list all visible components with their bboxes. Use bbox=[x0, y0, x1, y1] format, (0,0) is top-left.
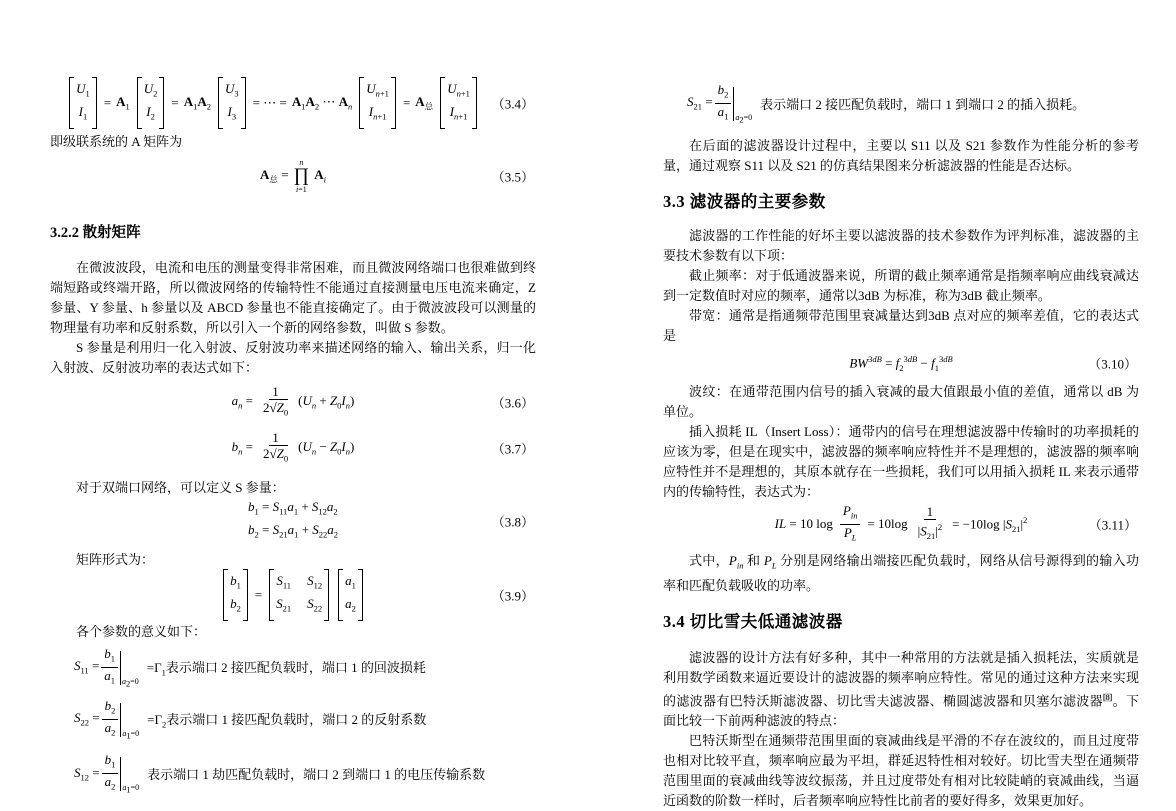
matrix-vector: $U_3$ $I_3$ bbox=[218, 77, 246, 128]
paragraph: 滤波器的设计方法有好多种，其中一种常用的方法就是插入损耗法，实质就是利用数学函数来逼近要设计的滤波器的频率响应特性。常见的通过这种方法来实现的滤波器有巴特沃斯滤波器、切比雪夫滤波器、椭圆滤波器和贝塞尔滤波器[8]。下面比较一下前两种滤波的特点： bbox=[663, 649, 1139, 729]
text-line: 对于双端口网络，可以定义 S 参量： bbox=[76, 480, 285, 495]
equation-3-4: $U_1$ $I_1$ = $A_1$ $U_2$ $I_2$ = $A_1A_2$ $U_3$ $I_3$ = ⋯ = $A_1A_2$ ⋯ $A_n$ $U_{n+1}$ $I_{n+1}$ = $A_总$ $U_{n+1}$ $I_{n+1}$ （3.4） bbox=[50, 78, 536, 128]
paragraph: 在后面的滤波器设计过程中，主要以 S11 以及 S21 参数作为性能分析的参考量，通过观察 S11 以及 S21 的仿真结果图来分析滤波器的性能是否达标。 bbox=[663, 138, 1139, 174]
s11-description: $=\Gamma_1$表示端口 2 接匹配负载时，端口 1 的回波损耗 bbox=[146, 659, 426, 678]
evaluated-at-bar: $a_1=0$ bbox=[120, 755, 139, 791]
equation-number: （3.8） bbox=[491, 514, 534, 530]
fraction: $\frac{b_1}{a_1}$ bbox=[101, 646, 118, 688]
equation-3-7: $b_n$ = $\frac{1}{2√Z_0}$ $(U_n - Z_0I_n)$ （3.7） bbox=[50, 430, 536, 466]
s22-description: $=\Gamma_2$表示端口 1 接匹配负载时，端口 2 的反射系数 bbox=[147, 711, 427, 730]
equation-3-9: $b_1$ $b_2$ = $S_{11}$ $S_{12}$ $S_{21}$ $S_{22}$ $a_1$ $a_2$ （3.9） bbox=[50, 572, 536, 618]
text-line: 各个参数的意义如下： bbox=[76, 624, 207, 639]
s11-definition: $S_{11}$ = $\frac{b_1}{a_1}$ $a_2=0$ $=\Gamma_1$表示端口 2 接匹配负载时，端口 1 的回波损耗 bbox=[74, 646, 426, 689]
paragraph: 插入损耗 IL（Insert Loss）：通带内的信号在理想滤波器中传输时的功率损耗的应该为零，但是在现实中，滤波器的频率响应特性并不是理想的，滤波器的频率响应特性并不是理想的，其原本就存在一些损耗，我们可以用插入损耗 IL 来表示通带内的传输特性，表达式为： bbox=[663, 424, 1139, 500]
equation-number: （3.10） bbox=[1088, 356, 1137, 372]
equation-3-10: $BW^{3dB} = f_2^{3dB} - f_1^{3dB}$ （3.10） bbox=[849, 353, 1137, 373]
paragraph: 在微波波段，电流和电压的测量变得非常困难，而且微波网络端口也很难做到终端短路或终端开路，所以微波网络的传输特性不能通过直接测量电压电流来确定，Z 参量、Y 参量、h 参量以及 ABCD 参量也不能直接确定了。由于微波波段可以测量的物理量有功率和反射系数，所以引入一个新的网络参数，叫做 S 参数。 bbox=[50, 260, 536, 335]
right-column bbox=[663, 0, 1139, 811]
equation-number: （3.4） bbox=[491, 96, 534, 112]
radicand: $Z_0$ bbox=[276, 399, 289, 418]
fraction: $\frac{P_{in}}{P_L}$ bbox=[840, 503, 861, 545]
evaluated-at-bar: $a_1=0$ bbox=[120, 701, 139, 737]
s21-description: 表示端口 2 接匹配负载时，端口 1 到端口 2 的插入损耗。 bbox=[760, 96, 1086, 112]
fraction: $\frac{b_2}{a_2}$ bbox=[102, 698, 119, 740]
radicand: $Z_0$ bbox=[276, 445, 289, 464]
product-operator: n ∏ i=1 bbox=[293, 158, 310, 194]
s22-definition: $S_{22}$ = $\frac{b_2}{a_2}$ $a_1=0$ $=\Gamma_2$表示端口 1 接匹配负载时，端口 2 的反射系数 bbox=[74, 698, 427, 741]
fraction: $\frac{b_1}{a_2}$ bbox=[102, 752, 119, 794]
paragraph: 波纹：在通带范围内信号的插入衰减的最大值跟最小值的差值，通常以 dB 为单位。 bbox=[663, 384, 1139, 420]
left-column bbox=[50, 0, 536, 795]
equation-3-5: $A_总$ = n ∏ i=1 $A_i$ （3.5） bbox=[260, 158, 534, 194]
paragraph: 滤波器的工作性能的好坏主要以滤波器的技术参数作为评判标准，滤波器的主要技术参数有以下项： bbox=[663, 228, 1139, 264]
equation-number: （3.6） bbox=[491, 395, 534, 411]
equation-3-6: $a_n$ = $\frac{1}{2√Z_0}$ $(U_n + Z_0I_n)$ （3.6） bbox=[50, 384, 536, 420]
fraction: $\frac{1}{2√Z_0}$ bbox=[262, 429, 289, 464]
fraction: $\frac{b_2}{a_1}$ bbox=[715, 82, 732, 124]
evaluated-at-bar: $a_2=0$ bbox=[733, 85, 752, 121]
evaluated-at-bar: $a_2=0$ bbox=[120, 649, 139, 685]
s21-definition: $S_{21}$ = $\frac{b_2}{a_1}$ $a_2=0$ 表示端口 2 接匹配负载时，端口 1 到端口 2 的插入损耗。 bbox=[687, 82, 1086, 125]
matrix-vector: $b_1$ $b_2$ bbox=[223, 569, 248, 620]
matrix-vector: $a_1$ $a_2$ bbox=[338, 569, 363, 620]
s12-definition: $S_{12}$ = $\frac{b_1}{a_2}$ $a_1=0$ 表示端口 1 劫匹配负载时，端口 2 到端口 1 的电压传输系数 bbox=[74, 752, 486, 795]
paragraph: 带宽：通常是指通频带范围里衰减量达到3dB 点对应的频率差值，它的表达式是 bbox=[663, 308, 1139, 344]
text-line: 矩阵形式为： bbox=[76, 552, 155, 567]
equation-3-11: IL = 10 log $\frac{P_{in}}{P_L}$ = 10log $\frac{1}{|S_{21}|^2}$ = −10log $|S_{21}|^2$ （3.11） bbox=[663, 505, 1139, 543]
paragraph: 截止频率：对于低通波器来说，所谓的截止频率通常是指频率响应曲线衰减达到一定数值时对应的频率，通常以3dB 为标准，称为3dB 截止频率。 bbox=[663, 268, 1139, 304]
text-line: 即级联系统的 A 矩阵为 bbox=[50, 134, 183, 149]
paragraph: S 参量是利用归一化入射波、反射波功率来描述网络的输入、输出关系，归一化入射波、反射波功率的表达式如下： bbox=[50, 340, 536, 375]
equation-number: （3.7） bbox=[491, 441, 534, 457]
fraction: $\frac{1}{2√Z_0}$ bbox=[262, 383, 289, 418]
paragraph: 巴特沃斯型在通频带范围里面的衰减曲线是平滑的不存在波纹的，而且过度带也相对比较平直，频率响应最为平坦，群延迟特性相对较好。切比雪夫型在通频带范围里面的衰减曲线等波纹振荡，并且过度带处有相对比较陡峭的衰减曲线，当逼近函数的阶数一样时，后者频率响应特性比前者的要好得多，效果更加好。 bbox=[663, 733, 1139, 809]
fraction: $\frac{1}{|S_{21}|^2}$ bbox=[917, 504, 943, 542]
matrix-vector: $U_{n+1}$ $I_{n+1}$ bbox=[440, 77, 477, 128]
matrix-vector: $U_1$ $I_1$ bbox=[69, 77, 97, 128]
s-matrix: $S_{11}$ $S_{12}$ $S_{21}$ $S_{22}$ bbox=[269, 569, 329, 620]
section-heading-3-2-2: 3.2.2 散射矩阵 bbox=[50, 225, 141, 241]
section-heading-3-3: 3.3 滤波器的主要参数 bbox=[663, 192, 826, 212]
s12-description: 表示端口 1 劫匹配负载时，端口 2 到端口 1 的电压传输系数 bbox=[147, 766, 486, 782]
matrix-vector: $U_2$ $I_2$ bbox=[137, 77, 165, 128]
equation-number: （3.5） bbox=[491, 169, 534, 185]
equation-3-8: $b_1 = S_{11}a_1 + S_{12}a_2$ $b_2 = S_{21}a_1 + S_{22}a_2$ （3.8） bbox=[248, 499, 534, 540]
matrix-vector: $U_{n+1}$ $I_{n+1}$ bbox=[359, 77, 396, 128]
paragraph: 式中，$P_{in}$ 和 $P_L$ 分别是网络输出端接匹配负载时，网络从信号源得到的输入功率和匹配负载吸收的功率。 bbox=[663, 553, 1139, 593]
section-heading-3-4: 3.4 切比雪夫低通滤波器 bbox=[663, 611, 843, 631]
equation-number: （3.9） bbox=[491, 588, 534, 604]
equation-number: （3.11） bbox=[1088, 517, 1137, 533]
